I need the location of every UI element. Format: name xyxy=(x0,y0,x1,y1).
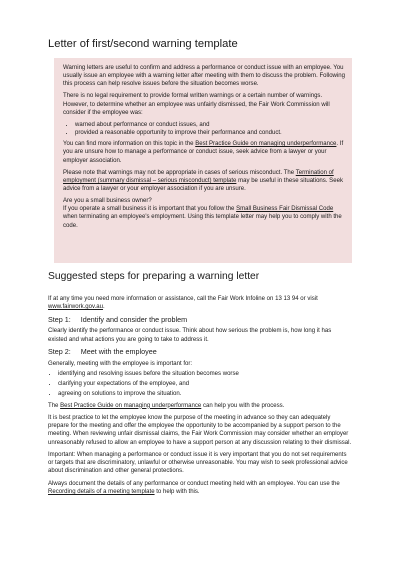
small-business-code-link[interactable]: Small Business Fair Dismissal Code xyxy=(236,206,334,213)
list-item: • clarifying your expectations of the employee, and xyxy=(58,380,352,388)
text-span: Always document the details of any performance or conduct meeting held with an employee. You can use the xyxy=(48,480,340,487)
fairwork-website-link[interactable]: www.fairwork.gov.au xyxy=(48,304,104,311)
step-2-intro: Generally, meeting with the employee is important for: xyxy=(48,360,193,367)
infoline-paragraph xyxy=(48,295,352,311)
list-item: • identifying and resolving issues before the situation becomes worse xyxy=(58,370,352,378)
record-paragraph xyxy=(48,480,352,496)
guide-paragraph xyxy=(48,402,352,410)
step-title: Identify and consider the problem xyxy=(80,314,188,324)
termination-template-link[interactable]: Termination of employment (summary dismissal – serious misconduct) template xyxy=(63,169,334,184)
intro-paragraph-3 xyxy=(63,140,346,164)
intro-paragraph-2: There is no legal requirement to provide formal written warnings or a certain number of warnings. However, to determine whether an employee was unfairly dismissed, the Fair Work Commission will consider if the employee was: xyxy=(63,93,330,116)
intro-bullet-list xyxy=(63,121,346,137)
list-item: • provided a reasonable opportunity to improve their performance and conduct. xyxy=(75,129,346,137)
page-title: Letter of first/second warning template xyxy=(48,38,238,50)
text-span: may be useful in these situations. Seek advice from a lawyer or your employer association if you are unsure. xyxy=(63,177,343,192)
step-title: Meet with the employee xyxy=(80,346,157,356)
step-number: Step 2: xyxy=(48,346,71,356)
text-span: to help with this. xyxy=(156,488,200,495)
text-span: can help you with the process. xyxy=(202,402,285,409)
text-span: Please note that warnings may not be appropriate in cases of serious misconduct. The xyxy=(63,169,295,176)
best-practice-guide-link[interactable]: Best Practice Guide on managing underperformance xyxy=(195,141,337,148)
step-1-text: Clearly identify the performance or conduct issue. Think about how serious the problem is, how long it has existed and what actions you are going to take to address it. xyxy=(48,328,332,343)
intro-paragraph-4 xyxy=(63,169,346,193)
best-practice-guide-link-2[interactable]: Best Practice Guide on managing underperformance xyxy=(60,402,202,409)
steps-heading: Suggested steps for preparing a warning letter xyxy=(48,271,260,282)
list-item: • warned about performance or conduct issues, and xyxy=(75,121,346,129)
text-span: . If you are unsure how to manage a performance or conduct issue, seek advice from a lawyer or your employer association. xyxy=(63,141,344,164)
text-span: . xyxy=(103,304,105,311)
text-span: when terminating an employee's employment. Using this template letter may help you to comply with the code. xyxy=(63,214,342,229)
intro-paragraph-5 xyxy=(63,197,346,229)
step-2-heading xyxy=(48,348,352,356)
intro-info-box xyxy=(54,58,352,263)
steps-body xyxy=(48,295,352,500)
step-1-heading xyxy=(48,316,352,324)
list-item: • agreeing on solutions to improve the situation. xyxy=(58,390,352,398)
small-business-question: Are you a small business owner? xyxy=(63,198,152,205)
intro-paragraph-1: Warning letters are useful to confirm and address a performance or conduct issue with an employee. You usually issue an employee with a warning letter after meeting with them to discuss the problem. Following this process can help resolve issues before the situation becomes worse. xyxy=(63,65,345,88)
text-span: If you operate a small business it is important that you follow the xyxy=(63,206,235,213)
text-span: If at any time you need more information or assistance, call the Fair Work Infoline on 13 13 94 or visit xyxy=(48,296,318,302)
text-span: The xyxy=(48,402,59,409)
text-span: You can find more information on this topic in the xyxy=(63,141,194,148)
best-practice-paragraph: It is best practice to let the employee know the purpose of the meeting in advance so they can adequately prepare for the meeting and offer the employee the opportunity to be accompanied by a support person to the meeting. When reviewing unfair dismissal claims, the Fair Work Commission may consider whether an employer unreasonably refused to allow an employee to have a support person at any discussion relating to their dismissal. xyxy=(48,414,352,446)
important-paragraph: Important: When managing a performance or conduct issue it is very important that you do not set requirements or targets that are discriminatory, unlawful or otherwise unreasonable. You may wish to seek professional advice about discrimination and other general protections. xyxy=(48,451,348,475)
step-2-bullet-list xyxy=(48,370,352,399)
recording-template-link[interactable]: Recording details of a meeting template xyxy=(48,488,155,495)
step-number: Step 1: xyxy=(48,314,71,324)
